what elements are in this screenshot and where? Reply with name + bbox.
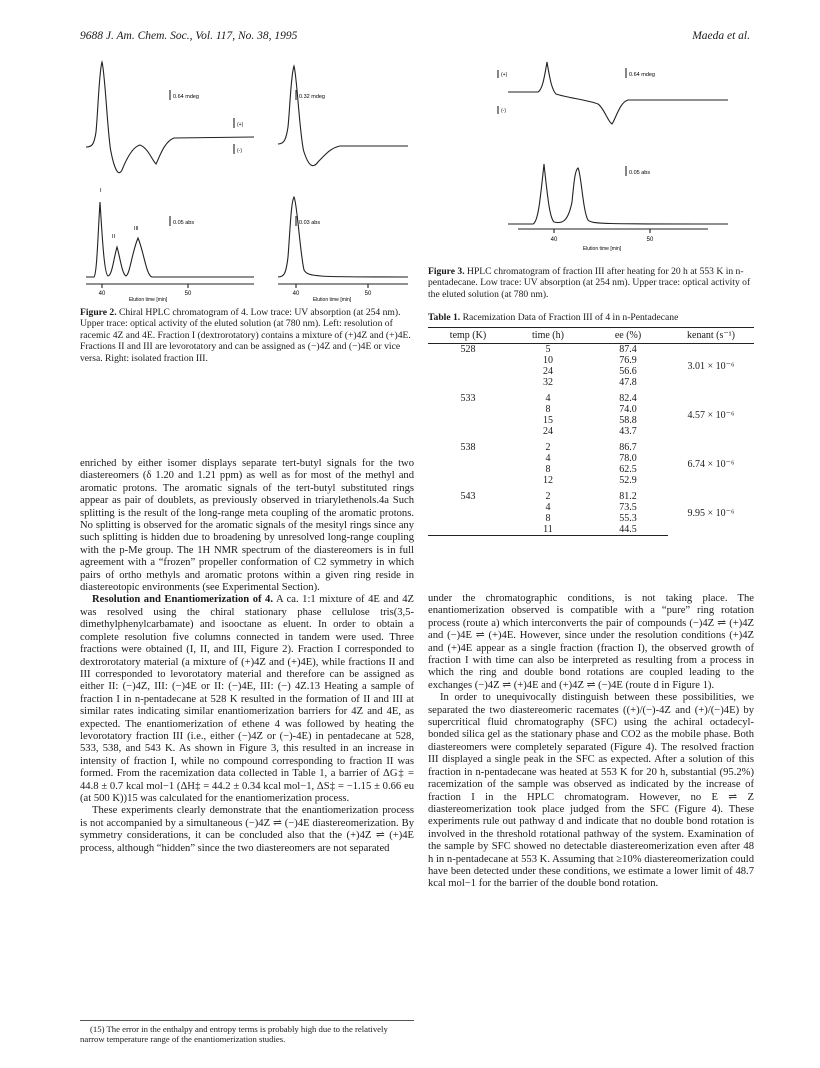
running-header: 9688 J. Am. Chem. Soc., Vol. 117, No. 38, 1995 — [80, 30, 298, 42]
kenant-cell: 4.57 × 10⁻⁶ — [687, 409, 735, 421]
table-row — [428, 486, 754, 502]
ee-cell: 44.5 — [588, 524, 668, 536]
footnote-15: (15) The error in the enthalpy and entropy terms is probably high due to the relatively narrow temperature range of the enantiomerization studies. — [80, 1024, 388, 1044]
figure-2-chromatogram — [78, 52, 416, 302]
fig3-cd-trace — [508, 62, 728, 124]
ee-cell: 62.5 — [619, 464, 637, 475]
fig3-uv-scale: 0.05 abs — [629, 170, 651, 176]
left-column-body — [80, 458, 414, 855]
figure-2-caption — [80, 307, 414, 364]
fig2-left-tick-40: 40 — [98, 291, 106, 297]
temp-cell — [428, 475, 508, 486]
temp-cell — [428, 404, 508, 415]
ee-cell: 78.0 — [619, 453, 637, 464]
fig2-peak-label-I: I — [100, 188, 102, 194]
fig3-uv-trace — [508, 164, 728, 224]
ee-cell: 58.8 — [619, 415, 637, 426]
temp-cell: 528 — [460, 344, 476, 355]
fig2-right-cd-trace — [278, 66, 408, 166]
time-cell: 32 — [543, 377, 553, 388]
time-cell: 5 — [545, 344, 551, 355]
fig2-peak-label-II: II — [112, 234, 116, 240]
fig2-right-tick-40: 40 — [292, 291, 300, 297]
ee-cell: 74.0 — [619, 404, 637, 415]
fig2-right-tick-50: 50 — [364, 291, 372, 297]
temp-cell — [428, 453, 508, 464]
temp-cell — [428, 426, 508, 437]
fig2-right-cd-scale: 0.32 mdeg — [299, 94, 325, 100]
fig3-cd-scale: 0.64 mdeg — [629, 72, 655, 78]
temp-cell: 543 — [460, 491, 476, 502]
table-row — [428, 437, 754, 453]
temp-cell: 533 — [460, 393, 476, 404]
ee-cell: 56.6 — [619, 366, 637, 377]
fig2-left-x-label: Elution time [min] — [128, 297, 168, 302]
ee-cell: 43.7 — [619, 426, 637, 437]
time-cell: 8 — [545, 464, 551, 475]
fig3-x-label: Elution time [min] — [582, 246, 622, 252]
time-cell: 12 — [543, 475, 553, 486]
left-paragraph-1: enriched by either isomer displays separate tert-butyl signals for the two diastereomers (δ 1.20 and 1.21 ppm) as well as for most of the methyl and aromatic protons. The aromatic signals of the tert-butyl substituted rings appear as pair of doublets, as previously observed in triarylethenols.4a Such splitting is the result of the long-range meta coupling of the aromatic protons. No splitting is observed for the aromatic signals of the mesityl rings since any such splitting is hidden due to broadening by unresolved long-range coupling with the p-Me group. The 1H NMR spectrum of the diastereomers is in full agreement with a “frozen” propeller conformation of C2 symmetry in which pairs of ortho methyls and aromatic protons within a given ring reside in diastereotopic environments (see Experimental Section). — [80, 458, 414, 594]
kenant-cell: 6.74 × 10⁻⁶ — [687, 458, 735, 470]
kenant-cell: 9.95 × 10⁻⁶ — [687, 507, 735, 519]
left-paragraph-2-text: A ca. 1:1 mixture of 4E and 4Z was resolved using the chiral stationary phase cellulose tris(3,5-dimethylphenylcarbamate) and isooctane as eluent. In order to obtain a complete resolution five columns connected in tandem were used. Three fractions were obtained (I, II, and III, Figure 2). Fraction I corresponded to dextrorotatory material (a mixture of (+)4Z and (+)4E), while fractions II and III corresponded to levorotatory material and therefore can be assigned as either II: (−)4Z, III: (−)4E or II: (−)4E, III: (−) 4Z.13 Heating a sample of fraction I in n-pentadecane at 528 K resulted in the formation of II and III at similar rates indicating similar enantiomerization barriers for 4Z and 4E, as expected. The enantiomerization of ethene 4 was followed by heating the levorotatory fraction III (i.e., either (−)4Z or (−)-4E) in pentadecane at 528, 533, 538, and 543 K. As shown in Figure 3, this resulted in an increase in intensity of fraction I, while no compound corresponding to fraction II was formed. From the racemization data collected in Table 1, a barrier of ΔG‡ = 44.8 ± 0.7 kcal mol−1 (ΔH‡ = 44.2 ± 0.34 kcal mol−1, ΔS‡ = −1.15 ± 0.66 eu (at 500 K))15 was calculated for the enantiomerization process. — [80, 594, 414, 804]
table-row — [428, 388, 754, 404]
table-1-title-text: Racemization Data of Fraction III of 4 in n-Pentadecane — [462, 312, 679, 323]
fig3-sign-minus: (-) — [501, 108, 506, 114]
time-cell: 2 — [545, 491, 551, 502]
time-cell: 11 — [508, 524, 588, 536]
left-paragraph-2 — [80, 594, 414, 805]
ee-cell: 52.9 — [619, 475, 637, 486]
time-cell: 10 — [543, 355, 553, 366]
fig2-sign-minus: (-) — [237, 148, 242, 154]
racemization-table — [428, 327, 754, 536]
time-cell: 8 — [545, 404, 551, 415]
table-1-title — [428, 312, 754, 323]
time-cell: 24 — [543, 426, 553, 437]
ee-cell: 87.4 — [619, 344, 637, 355]
running-header-authors: Maeda et al. — [692, 30, 750, 42]
figure-3-caption-text: HPLC chromatogram of fraction III after heating for 20 h at 553 K in n-pentadecane. Low trace: UV absorption (at 254 nm). Upper trace: optical activity of the eluted solution (at 780 nm). — [428, 266, 751, 300]
table-header-kenant: kenant (s⁻¹) — [668, 328, 754, 344]
temp-cell — [428, 377, 508, 388]
fig2-peak-label-III: III — [134, 226, 139, 232]
figure-3-caption — [428, 266, 754, 300]
left-paragraph-3: These experiments clearly demonstrate that the enantiomerization process is not accompanied by a simultaneous (−)4Z ⇌ (−)4E diastereomerization. By symmetry considerations, it can be concluded also that the (+)4Z ⇌ (+)4E process, although “hidden” since the two diastereomers are not separated — [80, 805, 414, 854]
time-cell: 8 — [545, 513, 551, 524]
fig2-left-cd-trace — [86, 62, 254, 173]
table-row — [428, 344, 754, 356]
fig2-right-x-label: Elution time [min] — [312, 297, 352, 302]
ee-cell: 55.3 — [619, 513, 637, 524]
figure-2-caption-label: Figure 2. — [80, 307, 117, 318]
time-cell: 4 — [545, 393, 551, 404]
temp-cell — [428, 502, 508, 513]
ee-cell: 76.9 — [619, 355, 637, 366]
time-cell: 4 — [545, 453, 551, 464]
ee-cell: 47.8 — [619, 377, 637, 388]
temp-cell — [428, 464, 508, 475]
time-cell: 4 — [545, 502, 551, 513]
right-column-body — [428, 593, 754, 891]
temp-cell — [428, 513, 508, 524]
fig2-left-tick-50: 50 — [184, 291, 192, 297]
time-cell: 24 — [543, 366, 553, 377]
fig3-sign-plus: (+) — [501, 72, 508, 78]
ee-cell: 82.4 — [619, 393, 637, 404]
temp-cell — [428, 355, 508, 366]
ee-cell: 73.5 — [619, 502, 637, 513]
figure-3-chromatogram — [488, 52, 748, 264]
fig2-right-uv-trace — [278, 197, 408, 277]
table-header-ee: ee (%) — [588, 328, 668, 344]
temp-cell — [428, 366, 508, 377]
table-header-temp: temp (K) — [428, 328, 508, 344]
fig2-right-uv-scale: 0.03 abs — [299, 220, 321, 226]
fig3-tick-40: 40 — [550, 237, 558, 243]
table-1-label: Table 1. — [428, 312, 461, 323]
fig2-left-cd-scale: 0.64 mdeg — [173, 94, 199, 100]
fig2-sign-plus: (+) — [237, 122, 244, 128]
table-body — [428, 344, 754, 536]
section-heading-resolution: Resolution and Enantiomerization of 4. — [92, 594, 274, 606]
table-header-row — [428, 328, 754, 344]
time-cell: 15 — [543, 415, 553, 426]
time-cell: 2 — [545, 442, 551, 453]
kenant-cell: 3.01 × 10⁻⁶ — [687, 360, 735, 372]
footnote-divider — [80, 1020, 414, 1021]
right-paragraph-2: In order to unequivocally distinguish between these possibilities, we separated the two diastereomeric racemates ((+)/(−)-4Z and (+)/(−)4E) by supercritical fluid chromatography (SFC) using the achiral octadecyl-bonded silica gel as the stationary phase and CO2 as the mobile phase. Both diastereomers were completely separated (Figure 4). The resolved fraction III displayed a single peak in the SFC as expected. After a solution of this fraction in n-pentadecane was heated at 553 K for 20 h, substantial (95.2%) racemization of the sample was observed as indicated by the increase of fraction I in the HPLC chromatogram. However, no E ⇌ Z diastereomerization took place judged from the SFC (Figure 4). These experiments rule out pathway d and indicate that no double bond rotation is involved in the threshold rotational pathway of the system. Examination of the sample by SFC showed no detectable diastereomerization even after 48 h in n-pentadecane at 553 K. Assuming that ≥10% diastereomerization could have been detected under these conditions, we estimate a lower limit of 48.7 kcal mol−1 for the barrier of the double bond rotation. — [428, 692, 754, 890]
fig3-tick-50: 50 — [646, 237, 654, 243]
table-header-time: time (h) — [508, 328, 588, 344]
right-paragraph-1: under the chromatographic conditions, is not taking place. The enantiomerization observed is compatible with a “pure” ring rotation process (route a) which interconverts the pair of compounds (−)4Z ⇌ (+)4Z and (−)4E ⇌ (+)4E. However, since under the resolution conditions (+)4Z and (+)4E appear as a single fraction (fraction I), the observed growth of fraction I with time can also be interpreted as resulting from a process in which the ring and double bond rotations are coupled leading to the exchanges (−)4Z ⇌ (+)4E and (+)4Z ⇌ (−)4E (route d in Figure 1). — [428, 593, 754, 691]
ee-cell: 86.7 — [619, 442, 637, 453]
temp-cell — [428, 415, 508, 426]
figure-2-caption-text: Chiral HPLC chromatogram of 4. Low trace: UV absorption (at 254 nm). Upper trace: optical activity of the eluted solution (at 780 nm). Left: resolution of racemic 4Z and 4E. Fraction I (dextrorotatory) contains a mixture of (+)4Z and (+)4E. Fractions II and III are levorotatory and can be assigned as (−)4Z and (−)4E or vice versa. Right: isolated fraction III. — [80, 307, 411, 364]
ee-cell: 81.2 — [619, 491, 637, 502]
figure-3-caption-label: Figure 3. — [428, 266, 465, 277]
temp-cell: 538 — [460, 442, 476, 453]
fig2-left-uv-scale: 0.05 abs — [173, 220, 195, 226]
temp-cell — [428, 524, 508, 536]
